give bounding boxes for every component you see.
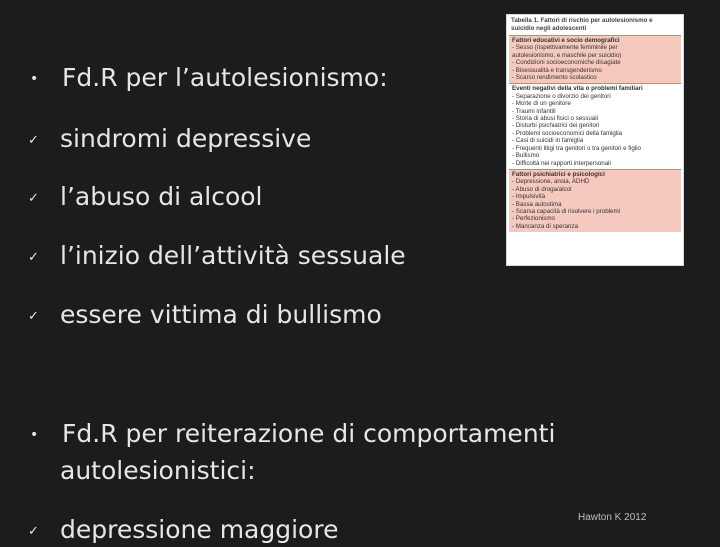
section-item: - Bullismo: [512, 152, 540, 160]
bullet-dot-icon: •: [30, 71, 39, 87]
bullet-text: essere vittima di bullismo: [60, 300, 382, 329]
source-citation: Hawton K 2012: [578, 512, 647, 523]
bullet-continuation: [28, 455, 256, 486]
bullet-text: Fd.R per l’autolesionismo:: [62, 63, 388, 92]
table-section-psychiatric: [509, 169, 681, 232]
checkmark-icon: ✓: [28, 524, 39, 539]
section-item: - Impulsività: [512, 193, 546, 201]
bullet-spacer: [28, 455, 60, 457]
section-heading: Eventi negativi della vita o problemi familiari: [512, 85, 643, 93]
section-item: - Separazione o divorzio dei genitori: [512, 92, 611, 100]
section-item: - Difficoltà nei rapporti interpersonali: [512, 159, 611, 167]
section-item: - Abuso di droga/alcol: [512, 185, 572, 193]
bullet-text: autolesionistici:: [60, 456, 256, 485]
section-item: - Disturbi psichiatrici dei genitori: [512, 122, 600, 130]
section-heading: Fattori educativi e socio demografici: [512, 37, 620, 44]
bullet-text: Fd.R per reiterazione di comportamenti: [62, 419, 556, 448]
bullet-text: depressione maggiore: [60, 515, 339, 544]
bullet-item: [28, 514, 338, 547]
checkmark-icon: ✓: [28, 133, 39, 148]
section-item: - Bassa autostima: [512, 200, 562, 208]
bullet-text: l’inizio dell’attività sessuale: [60, 241, 406, 270]
table-title: Tabella 1. Fattori di rischio per autolesionismo e suicidio negli adolescenti: [511, 17, 653, 32]
section-item: - Scarsa capacità di risolvere i problemi: [512, 207, 620, 215]
risk-factors-table: [506, 14, 684, 266]
table-section-demographic: [509, 35, 681, 83]
section-heading: Fattori psichiatrici e psicologici: [512, 170, 605, 178]
table-section-life-events: [509, 83, 681, 168]
bullet-item: [28, 240, 406, 273]
section-item: - Condizioni socioeconomiche disagiate: [512, 59, 621, 67]
section-item: - Morte di un genitore: [512, 100, 571, 108]
checkmark-icon: ✓: [28, 191, 39, 206]
section-item: - Mancanza di speranza: [512, 222, 579, 230]
section-item: autolesionismo, e maschile per suicidio): [512, 51, 622, 59]
section-item: - Sesso (rispettivamente femminile per: [512, 44, 618, 52]
bullet-text: l’abuso di alcool: [60, 182, 263, 211]
bullet-item: [28, 299, 382, 332]
section-item: - Perfezionismo: [512, 215, 555, 223]
bullet-item: [28, 62, 388, 95]
section-item: - Problemi socioeconomici della famiglia: [512, 129, 623, 137]
section-item: - Depressione, ansia, ADHD: [512, 178, 590, 186]
section-item: - Scarso rendimento scolastico: [512, 74, 597, 82]
bullet-item: [28, 181, 263, 214]
section-item: - Storia di abusi fisici o sessuali: [512, 115, 598, 123]
section-item: - Frequenti litigi tra genitori o tra genitori e figlio: [512, 144, 641, 152]
bullet-item: [28, 123, 311, 156]
section-item: - Traumi infantili: [512, 107, 556, 115]
bullet-text: sindromi depressive: [60, 124, 312, 153]
section-item: - Bisessualità e transgenderismo: [512, 66, 602, 74]
section-item: - Casi di suicidi in famiglia: [512, 137, 584, 145]
bullet-item: [28, 418, 555, 451]
checkmark-icon: ✓: [28, 309, 39, 324]
checkmark-icon: ✓: [28, 250, 39, 265]
bullet-dot-icon: •: [30, 427, 39, 443]
